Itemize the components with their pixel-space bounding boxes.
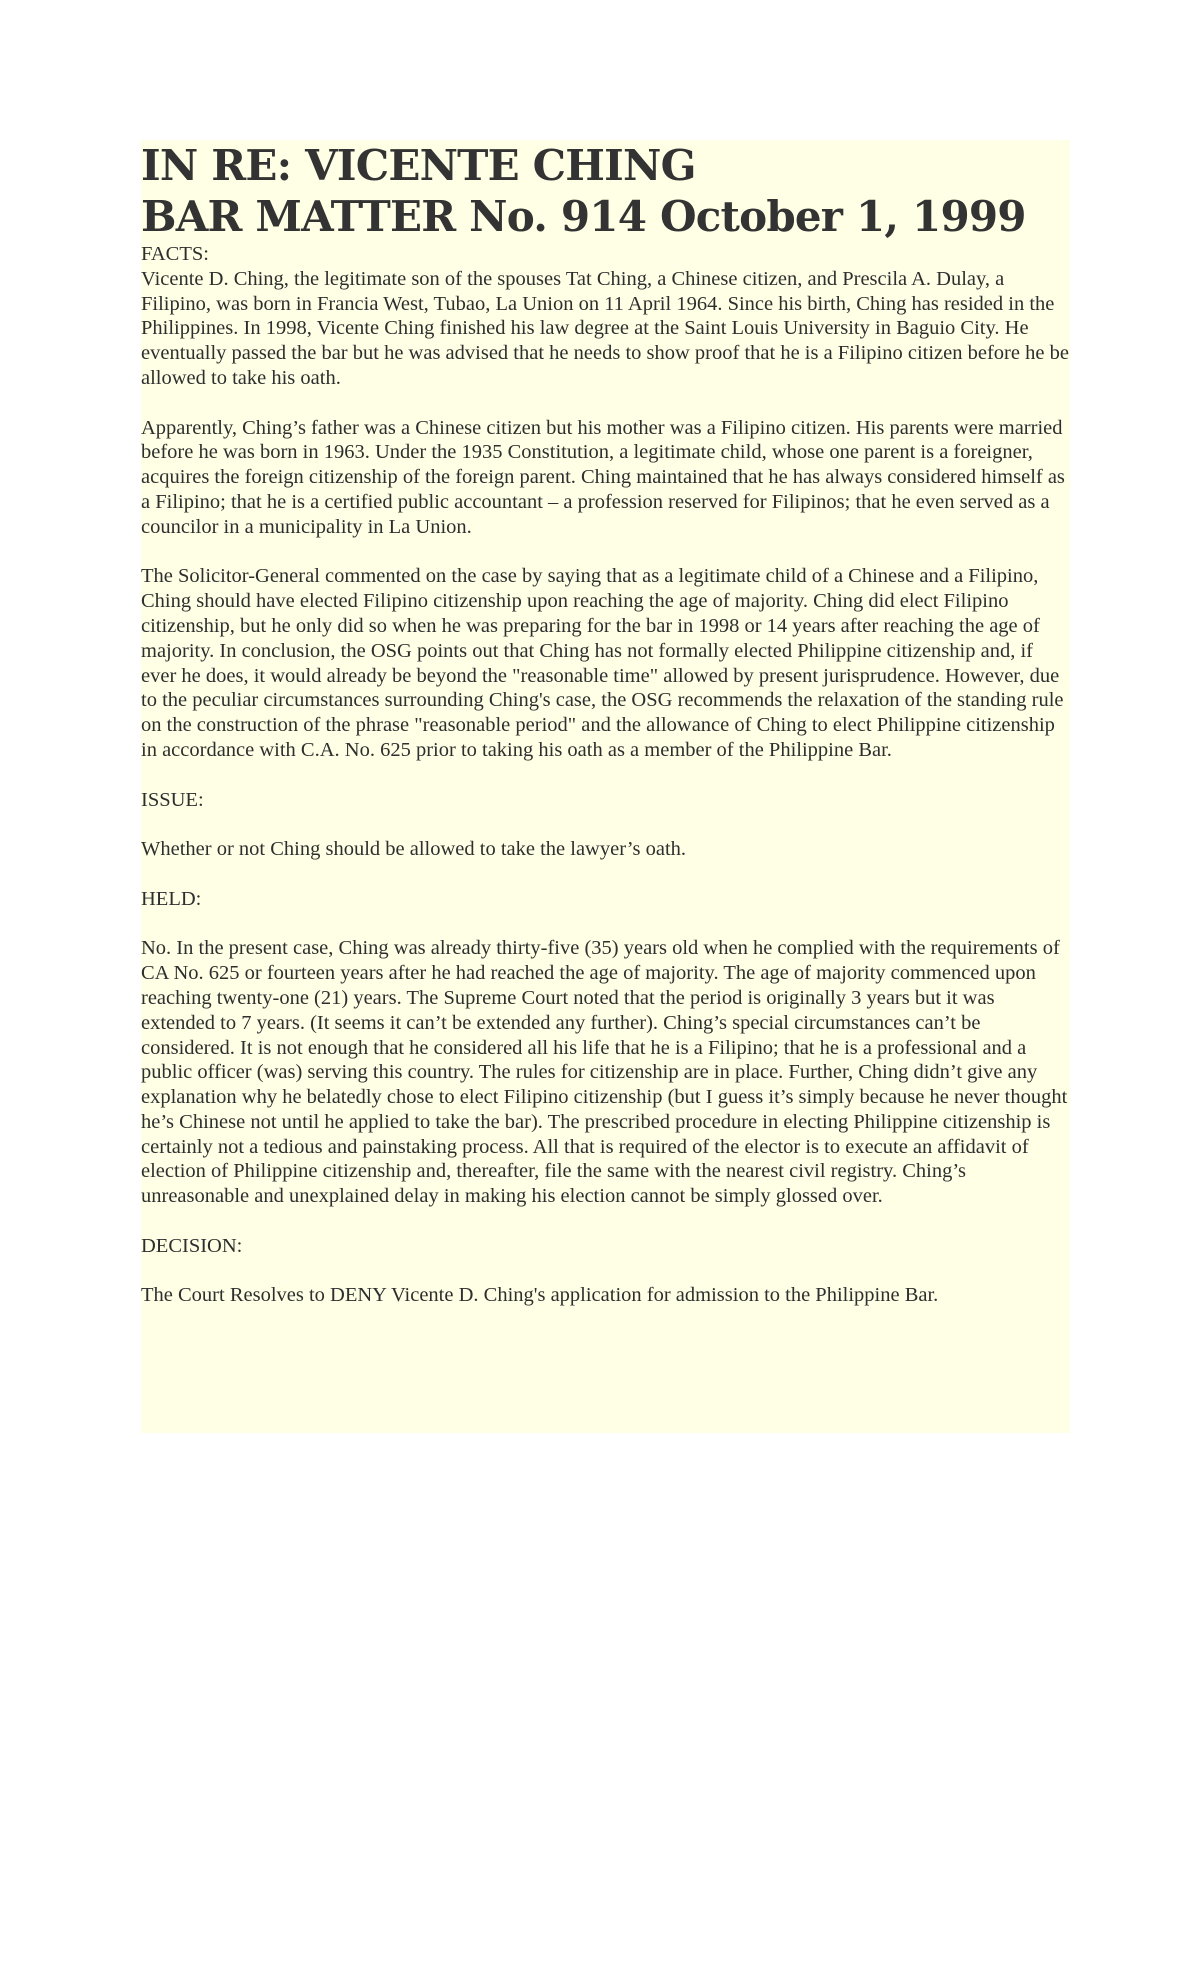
facts-paragraph-2: Apparently, Ching’s father was a Chinese citizen but his mother was a Filipino citizen. His parents were married before he was born in 1963. Under the 1935 Constitution, a legitimate child, whose one parent is a foreigner, acquires the foreign citizenship of the foreign parent. Ching maintained that he has always considered himself as a Filipino; that he is a certified public accountant – a profession reserved for Filipinos; that he even served as a councilor in a municipality in La Union. (141, 416, 1065, 538)
held-text: No. In the present case, Ching was already thirty-five (35) years old when he complied with the requirements of CA No. 625 or fourteen years after he had reached the age of majority. The age of majority commenced upon reaching twenty-one (21) years. The Supreme Court noted that the period is originally 3 years but it was extended to 7 years. (It seems it can’t be extended any further). Ching’s special circumstances can’t be considered. It is not enough that he considered all his life that he is a Filipino; that he is a professional and a public officer (was) serving this country. The rules for citizenship are in place. Further, Ching didn’t give any explanation why he belatedly chose to elect Filipino citizenship (but I guess it’s simply because he never thought he’s Chinese not until he applied to take the bar). The prescribed procedure in electing Philippine citizenship is certainly not a tedious and painstaking process. All that is required of the elector is to execute an affidavit of election of Philippine citizenship and, thereafter, file the same with the nearest civil registry. Ching’s unreasonable and unexplained delay in making his election cannot be simply glossed over. (141, 937, 1068, 1208)
facts-paragraph-3: The Solicitor-General commented on the case by saying that as a legitimate child of a Chinese and a Filipino, Ching should have elected Filipino citizenship upon reaching the age of majority. Ching did elect Filipino citizenship, but he only did so when he was preparing for the bar in 1998 or 14 years after reaching the age of majority. In conclusion, the OSG points out that Ching has not formally elected Philippine citizenship and, if ever he does, it would already be beyond the "reasonable time" allowed by present jurisprudence. However, due to the peculiar circumstances surrounding Ching's case, the OSG recommends the relaxation of the standing rule on the construction of the phrase "reasonable period" and the allowance of Ching to elect Philippine citizenship in accordance with C.A. No. 625 prior to taking his oath as a member of the Philippine Bar. (141, 565, 1064, 761)
spacer (141, 1209, 1070, 1234)
issue-text: Whether or not Ching should be allowed to take the lawyer’s oath. (141, 838, 687, 861)
spacer (141, 812, 1070, 837)
case-digest (141, 140, 1070, 1433)
spacer (141, 763, 1070, 788)
spacer (141, 391, 1070, 416)
held-label: HELD: (141, 887, 202, 910)
spacer (141, 1259, 1070, 1284)
spacer (141, 540, 1070, 565)
case-title-line2: BAR MATTER No. 914 October 1, 1999 (141, 192, 1026, 241)
decision-text: The Court Resolves to DENY Vicente D. Ching's application for admission to the Philippine Bar. (141, 1284, 939, 1307)
case-title (141, 140, 1070, 242)
spacer (141, 862, 1070, 887)
case-title-line1: IN RE: VICENTE CHING (141, 141, 696, 190)
facts-label: FACTS: (141, 243, 209, 265)
decision-label: DECISION: (141, 1234, 243, 1257)
facts-paragraph-1: Vicente D. Ching, the legitimate son of the spouses Tat Ching, a Chinese citizen, and Prescila A. Dulay, a Filipino, was born in Francia West, Tubao, La Union on 11 April 1964. Since his birth, Ching has resided in the Philippines. In 1998, Vicente Ching finished his law degree at the Saint Louis University in Baguio City. He eventually passed the bar but he was advised that he needs to show proof that he is a Filipino citizen before he be allowed to take his oath. (141, 267, 1069, 389)
issue-label: ISSUE: (141, 788, 204, 811)
spacer (141, 912, 1070, 937)
